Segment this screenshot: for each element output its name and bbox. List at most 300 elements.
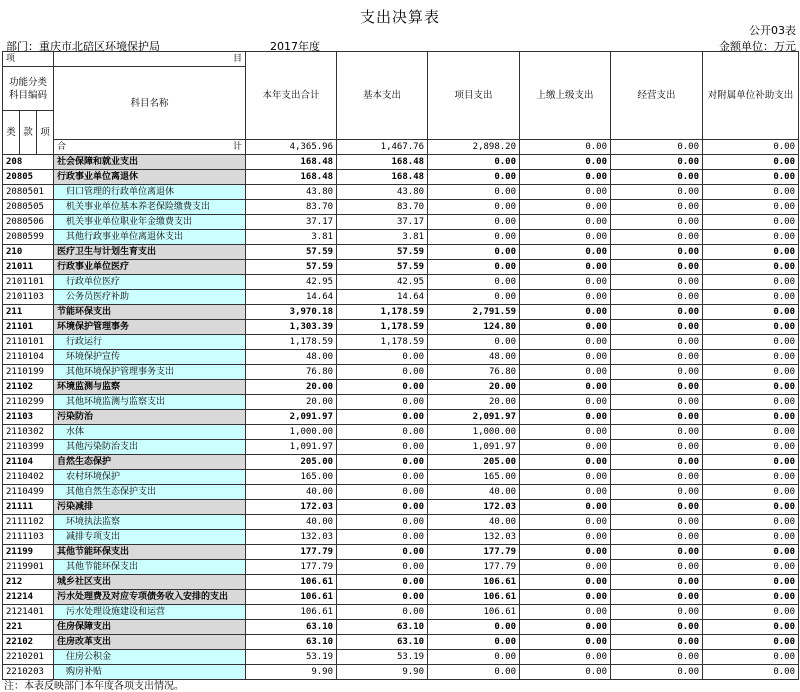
subject-name: 公务员医疗补助 <box>54 290 246 305</box>
func-code: 2101101 <box>3 275 54 290</box>
amount-cell: 168.48 <box>337 170 428 185</box>
amount-cell: 0.00 <box>611 185 703 200</box>
total-label <box>54 140 246 155</box>
amount-cell: 0.00 <box>611 575 703 590</box>
amount-cell: 0.00 <box>520 440 611 455</box>
ji-label: 计 <box>233 142 243 152</box>
amount-cell: 14.64 <box>337 290 428 305</box>
amount-cell: 0.00 <box>611 305 703 320</box>
amount-cell: 0.00 <box>611 605 703 620</box>
func-code: 2110499 <box>3 485 54 500</box>
table-row <box>3 275 799 290</box>
col-header-5: 经营支出 <box>611 52 703 140</box>
amount-cell: 0.00 <box>337 365 428 380</box>
amount-cell: 0.00 <box>703 650 799 665</box>
amount-cell: 20.00 <box>428 395 520 410</box>
table-row <box>3 350 799 365</box>
amount-cell: 0.00 <box>703 575 799 590</box>
amount-cell: 0.00 <box>703 395 799 410</box>
subject-name: 其他环境保护管理事务支出 <box>54 365 246 380</box>
amount-cell: 20.00 <box>246 380 337 395</box>
amount-cell: 0.00 <box>703 620 799 635</box>
kuan-label: 款 <box>20 111 37 155</box>
func-code: 210 <box>3 245 54 260</box>
header-item: 项 <box>3 52 54 67</box>
amount-cell: 20.00 <box>246 395 337 410</box>
amount-cell: 0.00 <box>703 545 799 560</box>
subject-name: 环境执法监察 <box>54 515 246 530</box>
amount-cell: 177.79 <box>246 545 337 560</box>
amount-cell: 0.00 <box>703 380 799 395</box>
amount-cell: 14.64 <box>246 290 337 305</box>
amount-cell: 1,091.97 <box>428 440 520 455</box>
subject-name: 机关事业单位基本养老保险缴费支出 <box>54 200 246 215</box>
amount-cell: 0.00 <box>611 665 703 680</box>
xiang-label: 项 <box>37 111 54 155</box>
amount-cell: 0.00 <box>703 185 799 200</box>
table-row <box>3 455 799 470</box>
department-label: 部门：重庆市北碚区环境保护局 <box>6 40 160 53</box>
subject-name-header: 科目名称 <box>54 67 246 140</box>
amount-cell: 0.00 <box>428 170 520 185</box>
amount-cell: 0.00 <box>703 230 799 245</box>
amount-cell: 0.00 <box>703 665 799 680</box>
amount-cell: 0.00 <box>337 530 428 545</box>
amount-cell: 0.00 <box>611 215 703 230</box>
amount-cell: 0.00 <box>428 185 520 200</box>
total-value: 0.00 <box>520 140 611 155</box>
table-row <box>3 185 799 200</box>
amount-cell: 0.00 <box>428 215 520 230</box>
amount-unit: 金额单位：万元 <box>719 40 796 53</box>
amount-cell: 40.00 <box>246 485 337 500</box>
amount-cell: 205.00 <box>428 455 520 470</box>
amount-cell: 2,791.59 <box>428 305 520 320</box>
func-code: 2080506 <box>3 215 54 230</box>
func-code: 208 <box>3 155 54 170</box>
table-row <box>3 395 799 410</box>
amount-cell: 0.00 <box>337 425 428 440</box>
amount-cell: 63.10 <box>337 635 428 650</box>
amount-cell: 0.00 <box>520 170 611 185</box>
amount-cell: 0.00 <box>428 260 520 275</box>
amount-cell: 53.19 <box>337 650 428 665</box>
func-code: 2080505 <box>3 200 54 215</box>
amount-cell: 76.80 <box>246 365 337 380</box>
amount-cell: 1,000.00 <box>428 425 520 440</box>
amount-cell: 1,091.97 <box>246 440 337 455</box>
amount-cell: 1,178.59 <box>337 320 428 335</box>
amount-cell: 0.00 <box>428 335 520 350</box>
amount-cell: 0.00 <box>520 515 611 530</box>
subject-name: 减排专项支出 <box>54 530 246 545</box>
fiscal-year: 2017年度 <box>270 40 320 53</box>
amount-cell: 0.00 <box>611 455 703 470</box>
func-code: 2210203 <box>3 665 54 680</box>
amount-cell: 43.80 <box>246 185 337 200</box>
amount-cell: 106.61 <box>428 575 520 590</box>
amount-cell: 0.00 <box>611 425 703 440</box>
amount-cell: 0.00 <box>703 410 799 425</box>
amount-cell: 0.00 <box>611 470 703 485</box>
amount-cell: 0.00 <box>337 410 428 425</box>
amount-cell: 0.00 <box>520 665 611 680</box>
amount-cell: 0.00 <box>703 605 799 620</box>
subject-name: 环境保护宣传 <box>54 350 246 365</box>
amount-cell: 42.95 <box>246 275 337 290</box>
amount-cell: 1,178.59 <box>337 335 428 350</box>
amount-cell: 0.00 <box>520 305 611 320</box>
func-code: 2210201 <box>3 650 54 665</box>
func-code: 2121401 <box>3 605 54 620</box>
table-row <box>3 515 799 530</box>
amount-cell: 0.00 <box>703 350 799 365</box>
subject-name: 机关事业单位职业年金缴费支出 <box>54 215 246 230</box>
amount-cell: 0.00 <box>703 470 799 485</box>
amount-cell: 57.59 <box>246 260 337 275</box>
amount-cell: 40.00 <box>428 515 520 530</box>
subject-name: 归口管理的行政单位离退休 <box>54 185 246 200</box>
amount-cell: 0.00 <box>520 470 611 485</box>
subject-name: 水体 <box>54 425 246 440</box>
amount-cell: 0.00 <box>611 290 703 305</box>
subject-name: 其他节能环保支出 <box>54 545 246 560</box>
total-value: 1,467.76 <box>337 140 428 155</box>
amount-cell: 37.17 <box>337 215 428 230</box>
amount-cell: 0.00 <box>611 620 703 635</box>
func-code: 211 <box>3 305 54 320</box>
amount-cell: 0.00 <box>428 290 520 305</box>
amount-cell: 0.00 <box>337 470 428 485</box>
amount-cell: 0.00 <box>703 485 799 500</box>
amount-cell: 132.03 <box>428 530 520 545</box>
table-row <box>3 200 799 215</box>
subject-name: 医疗卫生与计划生育支出 <box>54 245 246 260</box>
amount-cell: 0.00 <box>703 305 799 320</box>
amount-cell: 0.00 <box>337 485 428 500</box>
table-row <box>3 590 799 605</box>
amount-cell: 168.48 <box>337 155 428 170</box>
func-code: 21102 <box>3 380 54 395</box>
table-row <box>3 440 799 455</box>
amount-cell: 0.00 <box>337 545 428 560</box>
amount-cell: 40.00 <box>246 515 337 530</box>
amount-cell: 0.00 <box>611 515 703 530</box>
total-value: 0.00 <box>703 140 799 155</box>
amount-cell: 0.00 <box>520 395 611 410</box>
amount-cell: 0.00 <box>520 650 611 665</box>
amount-cell: 0.00 <box>703 365 799 380</box>
amount-cell: 48.00 <box>246 350 337 365</box>
amount-cell: 0.00 <box>703 515 799 530</box>
amount-cell: 0.00 <box>428 245 520 260</box>
amount-cell: 0.00 <box>428 635 520 650</box>
report-title: 支出决算表 <box>359 8 440 26</box>
table-row <box>3 335 799 350</box>
subject-name: 行政运行 <box>54 335 246 350</box>
subject-name: 其他污染防治支出 <box>54 440 246 455</box>
amount-cell: 0.00 <box>611 560 703 575</box>
amount-cell: 0.00 <box>703 275 799 290</box>
form-code: 公开03表 <box>749 24 796 37</box>
amount-cell: 83.70 <box>337 200 428 215</box>
amount-cell: 0.00 <box>520 185 611 200</box>
subject-name: 购房补贴 <box>54 665 246 680</box>
amount-cell: 0.00 <box>703 440 799 455</box>
amount-cell: 0.00 <box>428 200 520 215</box>
subject-name: 污水处理设施建设和运营 <box>54 605 246 620</box>
amount-cell: 2,091.97 <box>246 410 337 425</box>
amount-cell: 0.00 <box>611 230 703 245</box>
amount-cell: 0.00 <box>703 155 799 170</box>
table-row <box>3 230 799 245</box>
amount-cell: 63.10 <box>246 620 337 635</box>
subject-name: 其他环境监测与监察支出 <box>54 395 246 410</box>
amount-cell: 0.00 <box>520 365 611 380</box>
subject-name: 环境保护管理事务 <box>54 320 246 335</box>
amount-cell: 177.79 <box>246 560 337 575</box>
amount-cell: 0.00 <box>520 560 611 575</box>
amount-cell: 0.00 <box>703 320 799 335</box>
subject-name: 城乡社区支出 <box>54 575 246 590</box>
amount-cell: 0.00 <box>611 410 703 425</box>
footnote: 注：本表反映部门本年度各项支出情况。 <box>4 681 184 692</box>
table-row <box>3 215 799 230</box>
amount-cell: 0.00 <box>611 650 703 665</box>
amount-cell: 0.00 <box>703 590 799 605</box>
total-row <box>3 140 799 155</box>
amount-cell: 0.00 <box>611 485 703 500</box>
amount-cell: 0.00 <box>611 245 703 260</box>
amount-cell: 106.61 <box>246 575 337 590</box>
subject-name: 其他节能环保支出 <box>54 560 246 575</box>
amount-cell: 0.00 <box>520 410 611 425</box>
amount-cell: 0.00 <box>520 290 611 305</box>
amount-cell: 53.19 <box>246 650 337 665</box>
amount-cell: 0.00 <box>611 395 703 410</box>
total-value: 4,365.96 <box>246 140 337 155</box>
amount-cell: 83.70 <box>246 200 337 215</box>
amount-cell: 0.00 <box>520 590 611 605</box>
amount-cell: 0.00 <box>520 230 611 245</box>
func-code: 2110299 <box>3 395 54 410</box>
amount-cell: 0.00 <box>611 275 703 290</box>
amount-cell: 0.00 <box>337 395 428 410</box>
func-code: 2110101 <box>3 335 54 350</box>
amount-cell: 0.00 <box>520 155 611 170</box>
func-code: 2110402 <box>3 470 54 485</box>
amount-cell: 0.00 <box>520 455 611 470</box>
amount-cell: 0.00 <box>337 500 428 515</box>
func-code: 2119901 <box>3 560 54 575</box>
subject-name: 行政单位医疗 <box>54 275 246 290</box>
amount-cell: 0.00 <box>611 530 703 545</box>
expenditure-table <box>2 51 799 680</box>
table-row <box>3 485 799 500</box>
col-header-6: 对附属单位补助支出 <box>703 52 799 140</box>
amount-cell: 3.81 <box>337 230 428 245</box>
amount-cell: 0.00 <box>611 380 703 395</box>
amount-cell: 0.00 <box>703 335 799 350</box>
amount-cell: 106.61 <box>246 590 337 605</box>
amount-cell: 132.03 <box>246 530 337 545</box>
amount-cell: 0.00 <box>428 620 520 635</box>
amount-cell: 0.00 <box>520 605 611 620</box>
table-row <box>3 260 799 275</box>
func-code: 2080599 <box>3 230 54 245</box>
table-row <box>3 545 799 560</box>
amount-cell: 0.00 <box>520 380 611 395</box>
amount-cell: 0.00 <box>520 350 611 365</box>
amount-cell: 63.10 <box>337 620 428 635</box>
amount-cell: 57.59 <box>246 245 337 260</box>
func-code: 21214 <box>3 590 54 605</box>
amount-cell: 168.48 <box>246 170 337 185</box>
amount-cell: 0.00 <box>520 425 611 440</box>
amount-cell: 0.00 <box>703 170 799 185</box>
subject-name: 节能环保支出 <box>54 305 246 320</box>
amount-cell: 124.80 <box>428 320 520 335</box>
amount-cell: 165.00 <box>428 470 520 485</box>
amount-cell: 48.00 <box>428 350 520 365</box>
col-header-2: 基本支出 <box>337 52 428 140</box>
col-header-1: 本年支出合计 <box>246 52 337 140</box>
amount-cell: 0.00 <box>337 575 428 590</box>
func-code-header: 功能分类科目编码 <box>3 67 54 111</box>
amount-cell: 0.00 <box>611 170 703 185</box>
he-label: 合 <box>57 142 67 152</box>
subject-name: 污染减排 <box>54 500 246 515</box>
amount-cell: 0.00 <box>703 455 799 470</box>
amount-cell: 168.48 <box>246 155 337 170</box>
table-row <box>3 365 799 380</box>
amount-cell: 0.00 <box>611 440 703 455</box>
amount-cell: 1,000.00 <box>246 425 337 440</box>
func-code: 21111 <box>3 500 54 515</box>
col-header-3: 项目支出 <box>428 52 520 140</box>
amount-cell: 0.00 <box>703 500 799 515</box>
amount-cell: 57.59 <box>337 260 428 275</box>
header-row-top <box>3 52 799 67</box>
func-code: 2110199 <box>3 365 54 380</box>
func-code: 221 <box>3 620 54 635</box>
table-row <box>3 425 799 440</box>
subject-name: 社会保障和就业支出 <box>54 155 246 170</box>
func-code: 2101103 <box>3 290 54 305</box>
subject-name: 污水处理费及对应专项债务收入安排的支出 <box>54 590 246 605</box>
amount-cell: 0.00 <box>520 335 611 350</box>
table-row <box>3 530 799 545</box>
amount-cell: 43.80 <box>337 185 428 200</box>
func-code: 2110302 <box>3 425 54 440</box>
amount-cell: 76.80 <box>428 365 520 380</box>
table-row <box>3 410 799 425</box>
table-row <box>3 170 799 185</box>
amount-cell: 0.00 <box>337 560 428 575</box>
amount-cell: 0.00 <box>703 635 799 650</box>
func-code: 2110399 <box>3 440 54 455</box>
amount-cell: 0.00 <box>520 635 611 650</box>
amount-cell: 177.79 <box>428 560 520 575</box>
amount-cell: 0.00 <box>611 200 703 215</box>
total-value: 2,898.20 <box>428 140 520 155</box>
amount-cell: 0.00 <box>703 245 799 260</box>
table-row <box>3 305 799 320</box>
header-mu: 目 <box>54 52 246 67</box>
subject-name: 行政事业单位离退休 <box>54 170 246 185</box>
table-row <box>3 605 799 620</box>
amount-cell: 172.03 <box>246 500 337 515</box>
amount-cell: 0.00 <box>703 530 799 545</box>
amount-cell: 0.00 <box>428 275 520 290</box>
subject-name: 其他行政事业单位离退休支出 <box>54 230 246 245</box>
amount-cell: 106.61 <box>428 605 520 620</box>
subject-name: 行政事业单位医疗 <box>54 260 246 275</box>
amount-cell: 42.95 <box>337 275 428 290</box>
table-row <box>3 155 799 170</box>
amount-cell: 0.00 <box>520 575 611 590</box>
subject-name: 环境监测与监察 <box>54 380 246 395</box>
amount-cell: 0.00 <box>520 500 611 515</box>
table-row <box>3 500 799 515</box>
subject-name: 住房公积金 <box>54 650 246 665</box>
amount-cell: 0.00 <box>611 350 703 365</box>
amount-cell: 1,178.59 <box>337 305 428 320</box>
amount-cell: 57.59 <box>337 245 428 260</box>
amount-cell: 0.00 <box>428 665 520 680</box>
amount-cell: 0.00 <box>520 245 611 260</box>
amount-cell: 0.00 <box>611 320 703 335</box>
amount-cell: 0.00 <box>611 260 703 275</box>
amount-cell: 0.00 <box>703 260 799 275</box>
amount-cell: 40.00 <box>428 485 520 500</box>
amount-cell: 3.81 <box>246 230 337 245</box>
amount-cell: 106.61 <box>246 605 337 620</box>
amount-cell: 205.00 <box>246 455 337 470</box>
amount-cell: 0.00 <box>611 590 703 605</box>
table-row <box>3 620 799 635</box>
subject-name: 住房改革支出 <box>54 635 246 650</box>
table-row <box>3 575 799 590</box>
amount-cell: 0.00 <box>337 440 428 455</box>
amount-cell: 0.00 <box>611 635 703 650</box>
amount-cell: 165.00 <box>246 470 337 485</box>
amount-cell: 20.00 <box>428 380 520 395</box>
table-row <box>3 290 799 305</box>
amount-cell: 0.00 <box>520 530 611 545</box>
amount-cell: 0.00 <box>520 545 611 560</box>
amount-cell: 37.17 <box>246 215 337 230</box>
amount-cell: 106.61 <box>428 590 520 605</box>
table-row <box>3 635 799 650</box>
amount-cell: 0.00 <box>428 650 520 665</box>
table-row <box>3 470 799 485</box>
amount-cell: 0.00 <box>337 455 428 470</box>
amount-cell: 9.90 <box>246 665 337 680</box>
amount-cell: 0.00 <box>611 545 703 560</box>
amount-cell: 0.00 <box>520 275 611 290</box>
amount-cell: 63.10 <box>246 635 337 650</box>
total-value: 0.00 <box>611 140 703 155</box>
col-header-4: 上缴上级支出 <box>520 52 611 140</box>
amount-cell: 0.00 <box>703 560 799 575</box>
func-code: 21101 <box>3 320 54 335</box>
subject-name: 住房保障支出 <box>54 620 246 635</box>
amount-cell: 0.00 <box>520 215 611 230</box>
table-row <box>3 245 799 260</box>
amount-cell: 0.00 <box>703 200 799 215</box>
func-code: 21104 <box>3 455 54 470</box>
